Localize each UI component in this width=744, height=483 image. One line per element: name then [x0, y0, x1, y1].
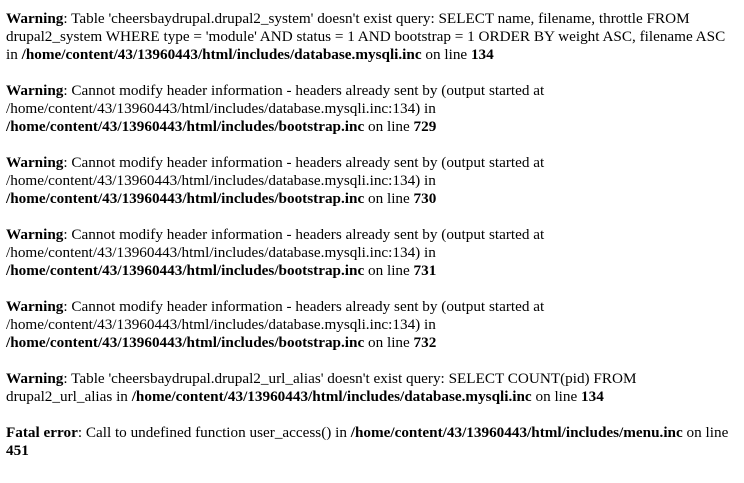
message-separator: : [63, 10, 72, 27]
message-file: /home/content/43/13960443/html/includes/bootstrap.inc [6, 334, 365, 351]
fatal-error-message [6, 424, 738, 460]
message-on-line: on line [364, 118, 414, 135]
message-file: /home/content/43/13960443/html/includes/bootstrap.inc [6, 118, 365, 135]
message-separator: : [63, 370, 72, 387]
message-on-line: on line [421, 46, 471, 63]
message-line-number: 451 [6, 442, 29, 459]
warning-message [6, 10, 738, 64]
message-on-line: on line [682, 424, 729, 441]
message-line-number: 134 [470, 46, 494, 63]
message-line-number: 731 [413, 262, 437, 279]
message-on-line: on line [364, 190, 414, 207]
message-file: /home/content/43/13960443/html/includes/bootstrap.inc [6, 262, 365, 279]
warning-message [6, 82, 738, 136]
message-separator: : [63, 154, 72, 171]
message-line-number: 729 [413, 118, 437, 135]
message-separator: : [63, 226, 72, 243]
message-label: Warning [6, 154, 64, 171]
message-file: /home/content/43/13960443/html/includes/bootstrap.inc [6, 190, 365, 207]
message-label: Fatal error [6, 424, 78, 441]
message-line-number: 732 [413, 334, 437, 351]
message-text: Call to undefined function user_access() in [85, 424, 351, 441]
message-file: /home/content/43/13960443/html/includes/database.mysqli.inc [131, 388, 532, 405]
message-on-line: on line [364, 262, 414, 279]
message-file: /home/content/43/13960443/html/includes/menu.inc [350, 424, 683, 441]
message-file: /home/content/43/13960443/html/includes/database.mysqli.inc [21, 46, 422, 63]
message-label: Warning [6, 82, 64, 99]
message-text: Cannot modify header information - headers already sent by (output started at /home/content/43/13960443/html/includes/database.mysqli.inc:134) in [6, 82, 545, 117]
message-label: Warning [6, 370, 64, 387]
message-separator: : [77, 424, 86, 441]
warning-message [6, 226, 738, 280]
message-label: Warning [6, 226, 64, 243]
message-label: Warning [6, 10, 64, 27]
message-on-line: on line [531, 388, 582, 405]
message-text: Cannot modify header information - headers already sent by (output started at /home/content/43/13960443/html/includes/database.mysqli.inc:134) in [6, 154, 545, 189]
message-line-number: 134 [581, 388, 604, 405]
warning-message [6, 370, 738, 406]
message-text: Table 'cheersbaydrupal.drupal2_system' doesn't exist query: SELECT name, filename, throttle FROM drupal2_system WHERE type = 'module' AND status = 1 AND bootstrap = 1 ORDER BY weight ASC, filename ASC in [6, 10, 726, 63]
warning-message [6, 298, 738, 352]
message-text: Cannot modify header information - headers already sent by (output started at /home/content/43/13960443/html/includes/database.mysqli.inc:134) in [6, 298, 545, 333]
message-separator: : [63, 82, 72, 99]
message-text: Table 'cheersbaydrupal.drupal2_url_alias' doesn't exist query: SELECT COUNT(pid) FROM drupal2_url_alias in [6, 370, 637, 405]
warning-message [6, 154, 738, 208]
message-label: Warning [6, 298, 64, 315]
message-separator: : [63, 298, 72, 315]
message-on-line: on line [364, 334, 414, 351]
message-line-number: 730 [413, 190, 437, 207]
message-text: Cannot modify header information - headers already sent by (output started at /home/content/43/13960443/html/includes/database.mysqli.inc:134) in [6, 226, 545, 261]
